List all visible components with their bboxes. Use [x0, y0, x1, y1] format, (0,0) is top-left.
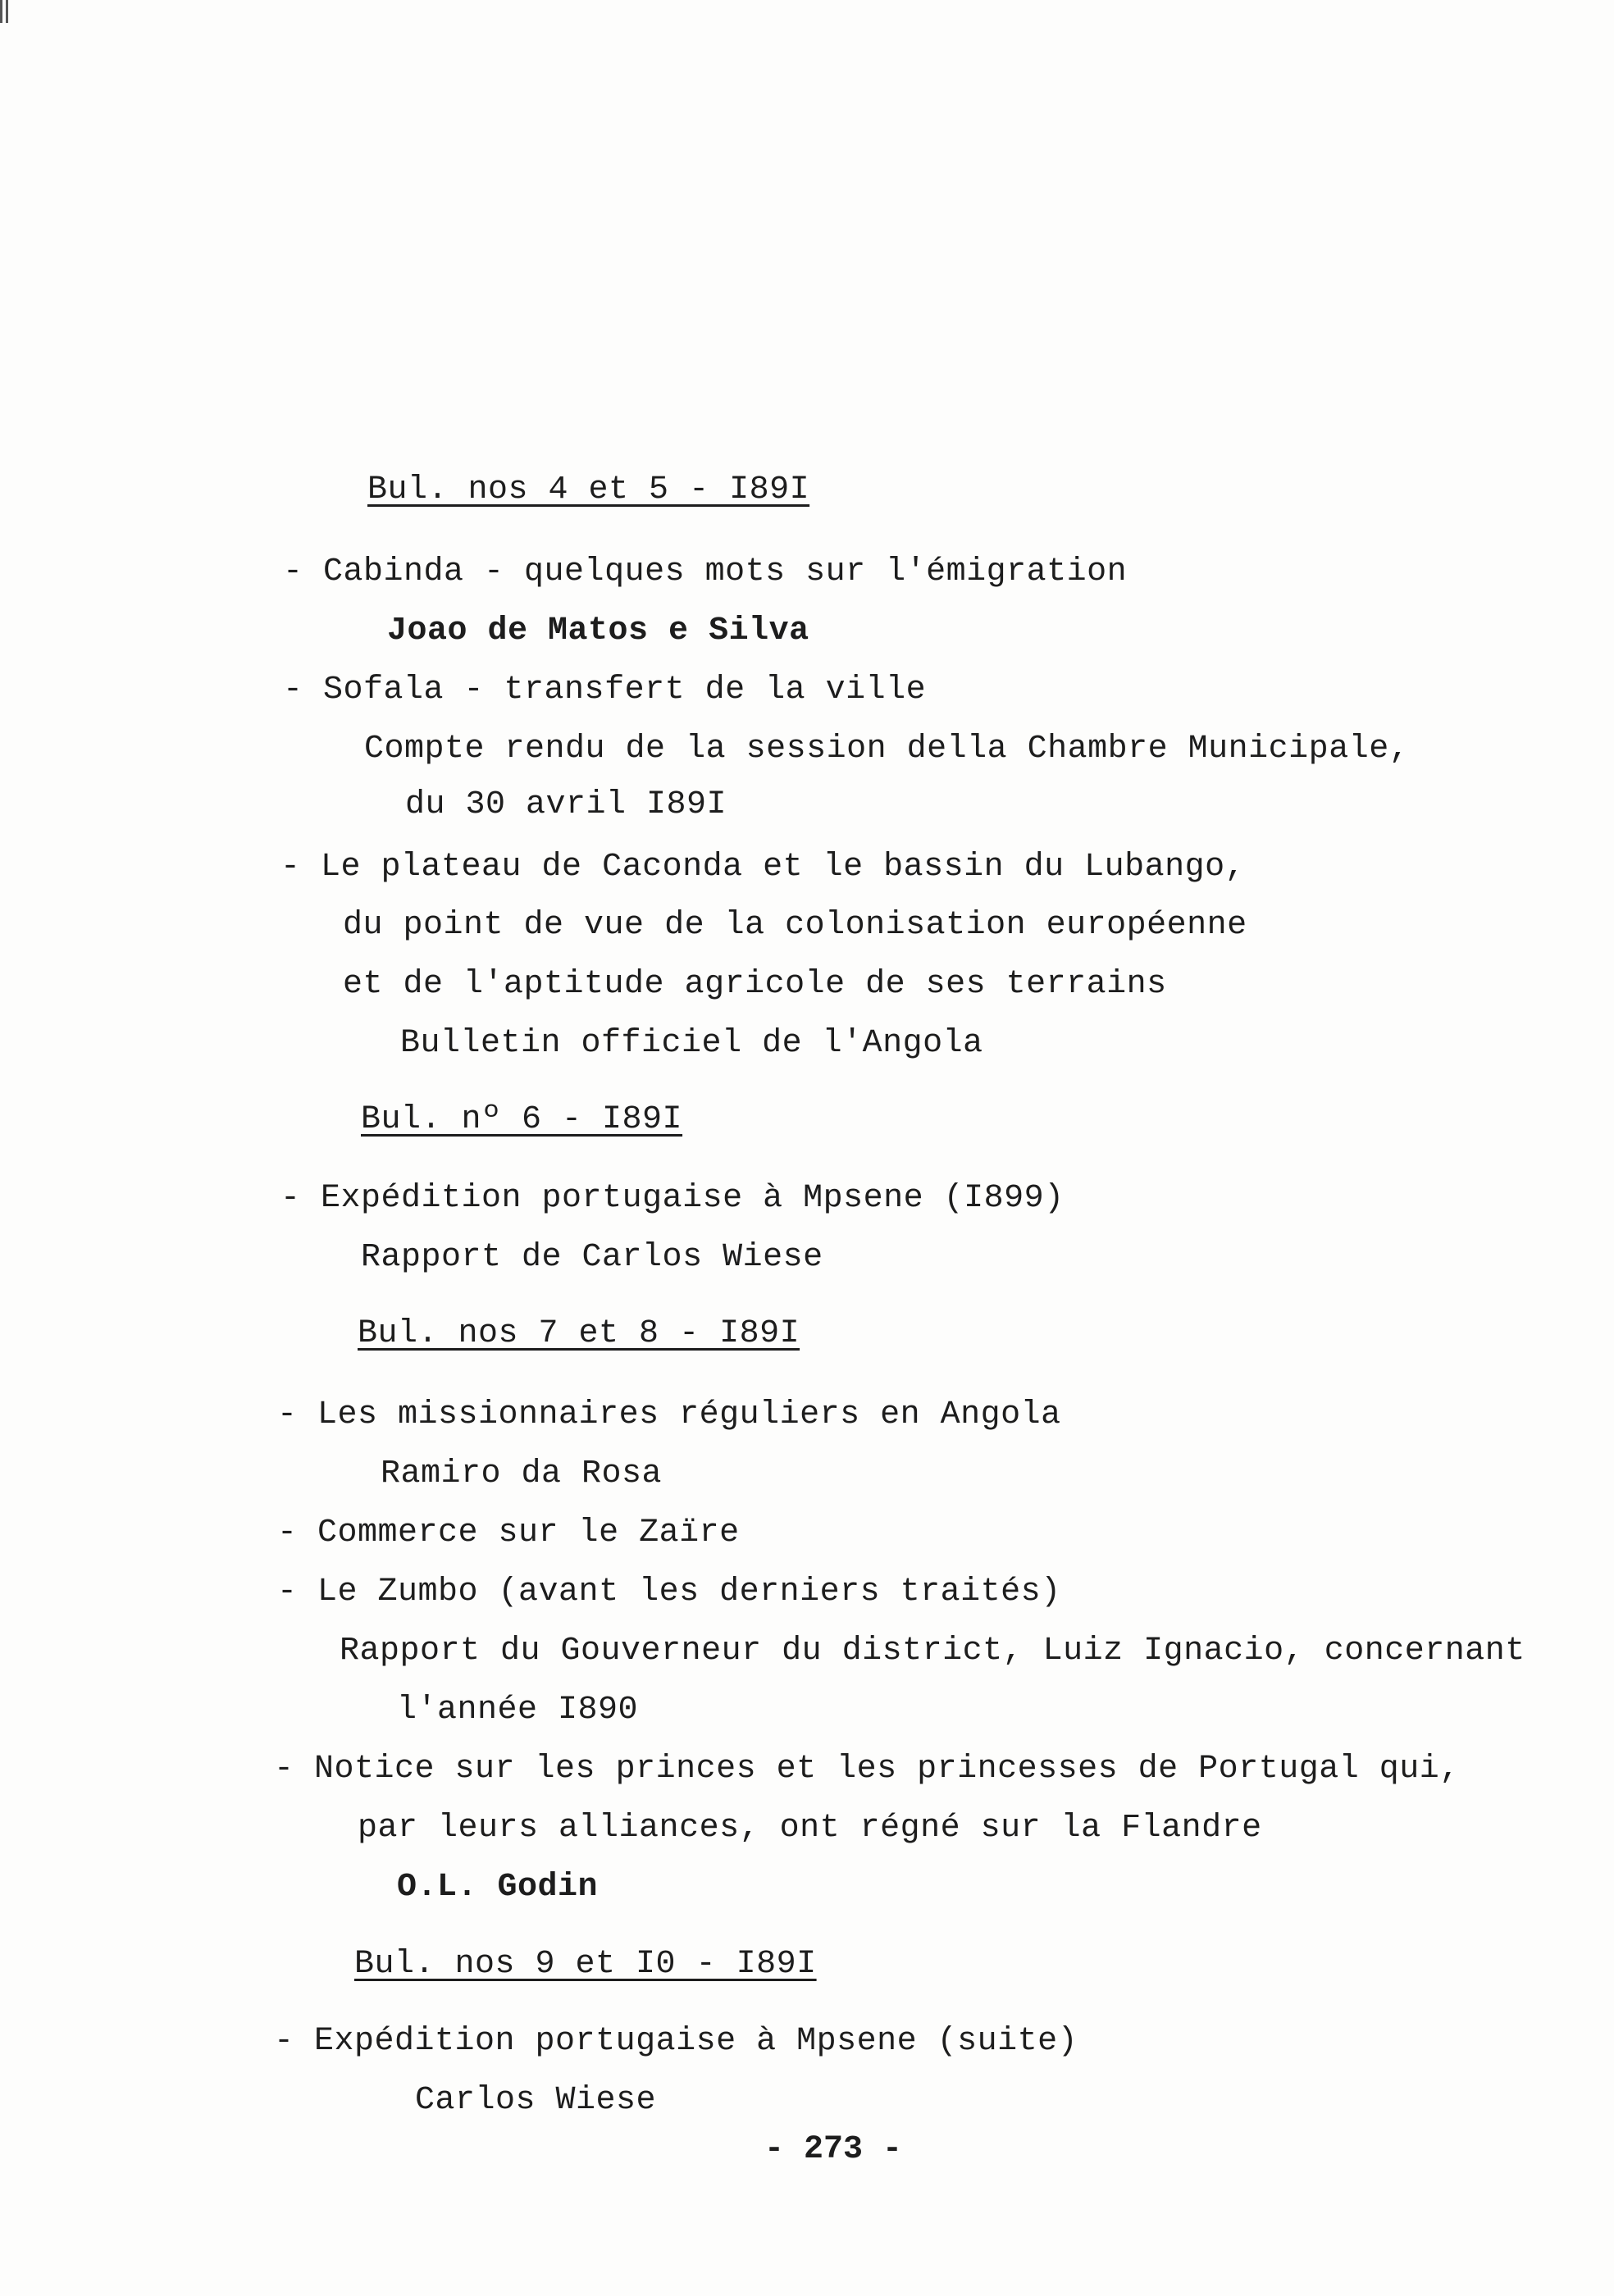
entry-author: Rapport de Carlos Wiese: [361, 1239, 823, 1276]
entry-title: - Cabinda - quelques mots sur l'émigration: [283, 554, 1128, 590]
entry-source: du 30 avril I89I: [405, 786, 727, 823]
entry-source: Rapport du Gouverneur du district, Luiz Ignacio, concernant: [340, 1633, 1525, 1670]
entry-source: l'année I890: [397, 1692, 639, 1729]
entry-author: Ramiro da Rosa: [381, 1456, 663, 1492]
section-heading: Bul. nos 4 et 5 - I89I: [367, 472, 810, 508]
entry-title-cont: du point de vue de la colonisation européenne: [343, 907, 1247, 944]
entry-title: - Sofala - transfert de la ville: [283, 672, 927, 708]
section-heading: Bul. nos 9 et I0 - I89I: [354, 1946, 817, 1983]
entry-title: - Notice sur les princes et les princesses de Portugal qui,: [274, 1751, 1460, 1788]
entry-author: O.L. Godin: [397, 1869, 599, 1906]
entry-title: - Les missionnaires réguliers en Angola: [277, 1396, 1061, 1433]
entry-source: Compte rendu de la session della Chambre Municipale,: [364, 731, 1410, 768]
entry-title-cont: et de l'aptitude agricole de ses terrains: [343, 966, 1167, 1003]
entry-title: - Commerce sur le Zaïre: [277, 1515, 740, 1551]
section-heading: Bul. nº 6 - I89I: [361, 1101, 683, 1138]
scan-edge-mark: [0, 0, 8, 23]
entry-title: - Le plateau de Caconda et le bassin du Lubango,: [280, 849, 1246, 886]
section-heading: Bul. nos 7 et 8 - I89I: [358, 1315, 800, 1352]
entry-title-cont: par leurs alliances, ont régné sur la Flandre: [358, 1810, 1262, 1847]
page-number: - 273 -: [764, 2131, 903, 2168]
entry-author: Carlos Wiese: [415, 2082, 657, 2119]
entry-source: Bulletin officiel de l'Angola: [400, 1025, 983, 1062]
entry-title: - Expédition portugaise à Mpsene (I899): [280, 1180, 1065, 1217]
entry-title: - Expédition portugaise à Mpsene (suite): [274, 2023, 1078, 2060]
entry-author: Joao de Matos e Silva: [387, 613, 809, 649]
entry-title: - Le Zumbo (avant les derniers traités): [277, 1574, 1061, 1610]
